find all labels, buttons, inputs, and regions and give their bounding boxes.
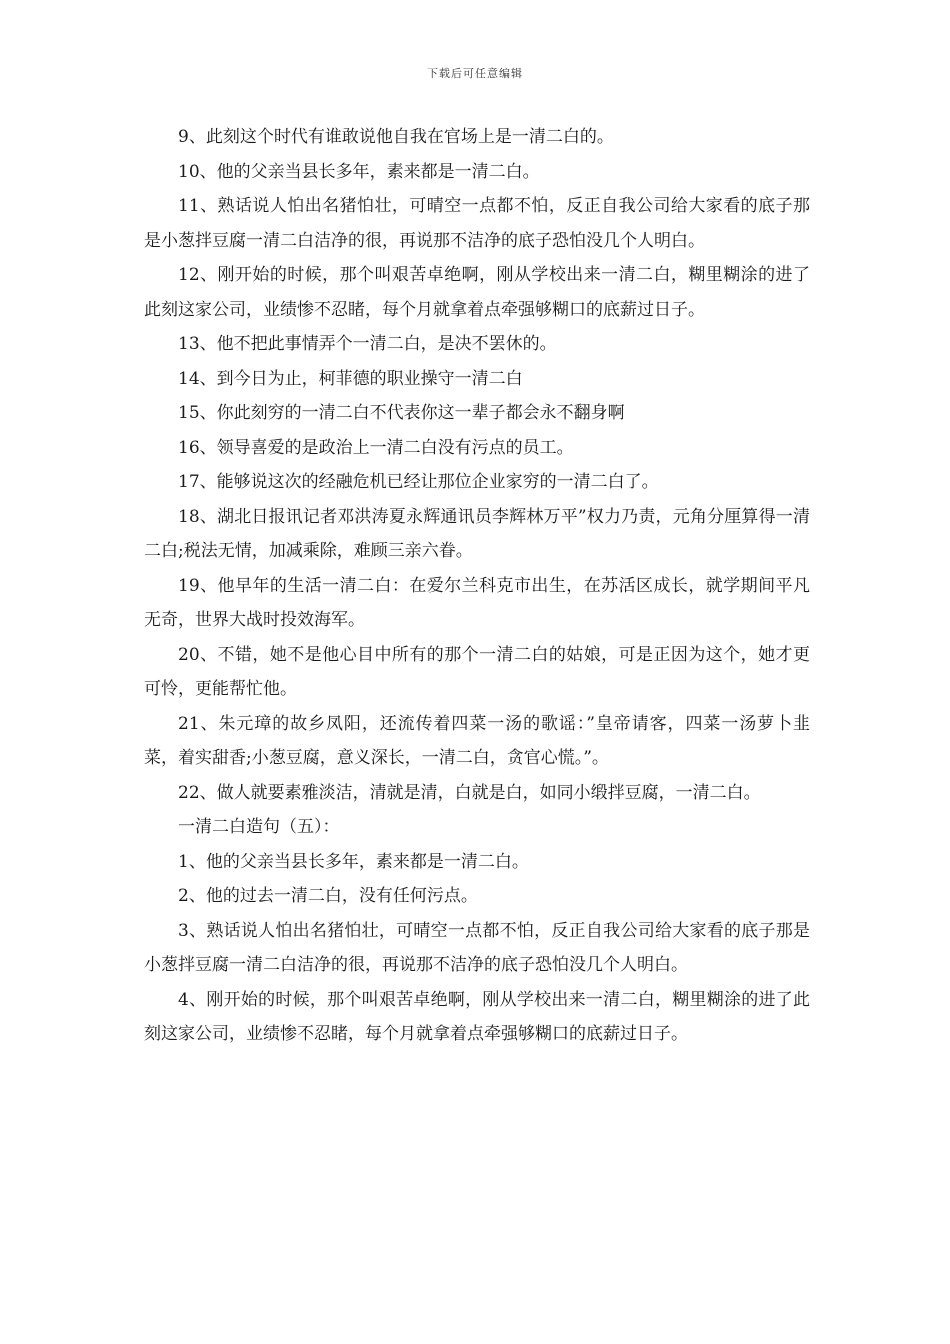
paragraph-13: 13、他不把此事情弄个一清二白，是决不罢休的。 [178, 334, 557, 354]
paragraph-s5-2: 2、他的过去一清二白，没有任何污点。 [178, 886, 478, 906]
paragraph-17: 17、能够说这次的经融危机已经让那位企业家穷的一清二白了。 [178, 472, 659, 492]
paragraph-15: 15、你此刻穷的一清二白不代表你这一辈子都会永不翻身啊 [178, 403, 625, 423]
paragraph-12: 12、刚开始的时候，那个叫艰苦卓绝啊，刚从学校出来一清二白，糊里糊涂的进了此刻这家公司，业绩惨不忍睹，每个月就拿着点牵强够糊口的底薪过日子。 [144, 265, 810, 320]
paragraph-20: 20、不错，她不是他心目中所有的那个一清二白的姑娘，可是正因为这个，她才更可怜，更能帮忙他。 [144, 644, 810, 699]
paragraph-19: 19、他早年的生活一清二白：在爱尔兰科克市出生，在苏活区成长，就学期间平凡无奇，世界大战时投效海军。 [144, 575, 810, 630]
paragraph-s5-1: 1、他的父亲当县长多年，素来都是一清二白。 [178, 851, 529, 872]
document-body [144, 120, 810, 1052]
paragraph-21: 21、朱元璋的故乡凤阳，还流传着四菜一汤的歌谣：”皇帝请客，四菜一汤萝卜韭菜，着实甜香;小葱豆腐，意义深长，一清二白，贪官心慌。”。 [144, 713, 810, 768]
page-header: 下载后可任意编辑 [427, 67, 523, 80]
paragraph-s5-4: 4、刚开始的时候，那个叫艰苦卓绝啊，刚从学校出来一清二白，糊里糊涂的进了此刻这家公司，业绩惨不忍睹，每个月就拿着点牵强够糊口的底薪过日子。 [144, 989, 810, 1044]
paragraph-16: 16、领导喜爱的是政治上一清二白没有污点的员工。 [178, 437, 574, 458]
paragraph-9: 9、此刻这个时代有谁敢说他自我在官场上是一清二白的。 [178, 127, 614, 147]
paragraph-18: 18、湖北日报讯记者邓洪涛夏永辉通讯员李辉林万平”权力乃责，元角分厘算得一清二白;税法无情，加减乘除，难顾三亲六眷。 [144, 506, 810, 561]
paragraph-11: 11、熟话说人怕出名猪怕壮，可晴空一点都不怕，反正自我公司给大家看的底子那是小葱拌豆腐一清二白洁净的很，再说那不洁净的底子恐怕没几个人明白。 [144, 196, 810, 251]
paragraph-s5-3: 3、熟话说人怕出名猪怕壮，可晴空一点都不怕，反正自我公司给大家看的底子那是小葱拌豆腐一清二白洁净的很，再说那不洁净的底子恐怕没几个人明白。 [144, 920, 810, 975]
section-heading: 一清二白造句（五）： [178, 817, 340, 837]
paragraph-14: 14、到今日为止，柯菲德的职业操守一清二白 [178, 368, 523, 389]
paragraph-22: 22、做人就要素雅淡洁，清就是清，白就是白，如同小缎拌豆腐，一清二白。 [178, 782, 761, 803]
paragraph-10: 10、他的父亲当县长多年，素来都是一清二白。 [178, 161, 540, 182]
